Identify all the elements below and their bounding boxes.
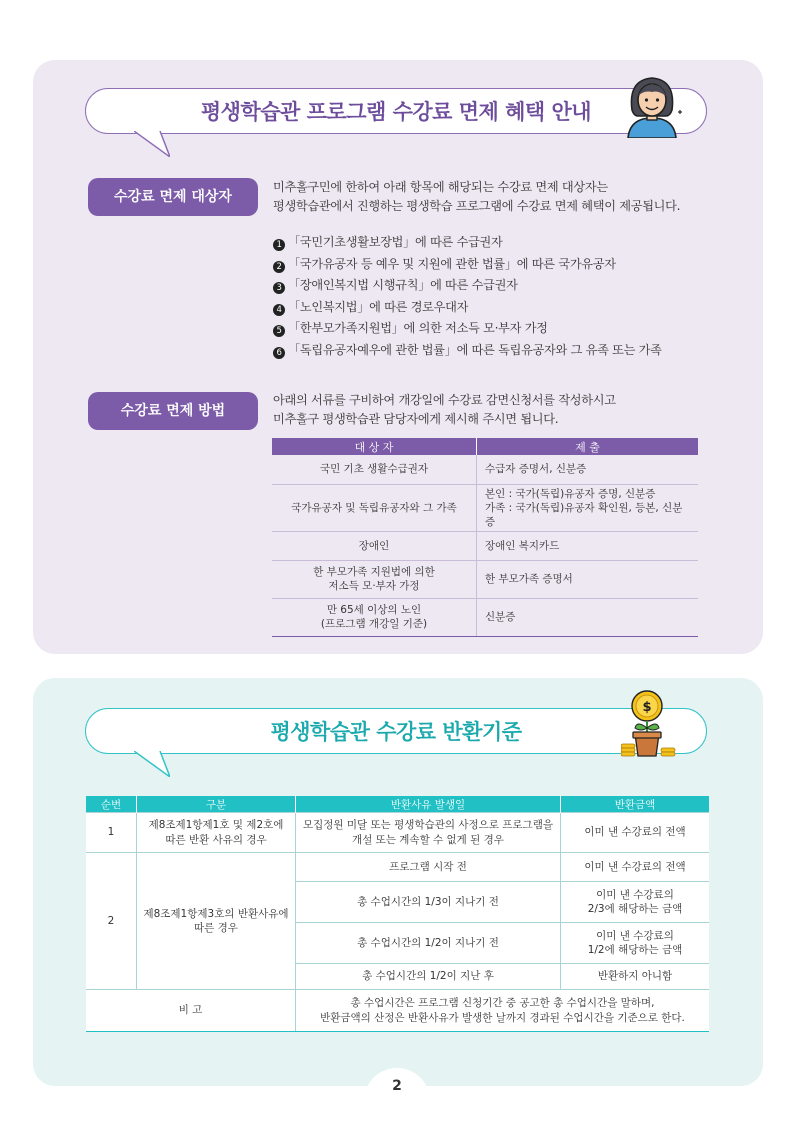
cell-text: 모집정원 미달 또는 평생학습관의 사정으로 프로그램을 [303,819,553,831]
cell-text: 가족 : 국가(독립)유공자 확인원, 등본, 신분증 [485,501,683,528]
intro-line: 평생학습관에서 진행하는 평생학습 프로그램에 수강료 면제 혜택이 제공됩니다. [273,199,681,213]
table-cell [561,882,710,923]
table-cell: 이미 낸 수강료의 전액 [561,813,710,853]
list-item-text: 「장애인복지법 시행규칙」에 따른 수급권자 [288,278,518,292]
page-number: 2 [364,1068,430,1108]
cell-text: 1/2에 해당하는 금액 [587,944,683,956]
table-cell: 2 [86,853,137,990]
title-speech-bubble [85,708,707,754]
table-row [272,531,698,560]
table-cell [477,484,699,531]
table-row [272,598,698,636]
cell-text: 한 부모가족 증명서 [485,573,573,585]
number-badge: 6 [273,347,285,359]
table-cell: 반환하지 아니함 [561,964,710,990]
number-badge: 5 [273,325,285,337]
intro-line: 미추홀구 평생학습관 담당자에게 제시해 주시면 됩니다. [273,412,559,426]
table-header-row [272,438,698,455]
table-header-row [86,796,709,813]
table-cell [272,455,477,484]
table-cell [137,813,296,853]
money-plant-icon [621,684,681,764]
cell-text: 이미 낸 수강료의 [596,929,674,942]
list-item [273,340,662,362]
method-intro [273,391,616,429]
table-row [272,455,698,484]
cell-text: 장애인 복지카드 [485,539,560,552]
column-header: 대 상 자 [272,438,477,455]
eligibility-list [273,232,662,361]
required-documents-table [272,438,698,637]
column-header: 반환사유 발생일 [296,796,561,813]
table-row [86,853,709,882]
table-cell: 이미 낸 수강료의 전액 [561,853,710,882]
fee-exemption-panel [33,60,763,654]
table-row [272,560,698,598]
table-cell [272,484,477,531]
list-item [273,318,662,340]
number-badge: 4 [273,304,285,316]
cell-text: 2/3에 해당하는 금액 [587,903,683,915]
cell-text: 국가유공자 및 독립유공자와 그 가족 [291,501,457,514]
column-header: 반환금액 [561,796,710,813]
list-item-text: 「한부모가족지원법」에 의한 저소득 모·부자 가정 [288,321,548,335]
cell-text: (프로그램 개강일 기준) [320,618,428,630]
table-cell [272,560,477,598]
cell-text: 수급자 증명서, 신분증 [485,463,587,476]
table-cell [296,990,710,1032]
list-item [273,297,662,319]
cell-text: 만 65세 이상의 노인 [326,604,422,616]
number-badge: 2 [273,261,285,273]
number-badge: 1 [273,239,285,251]
cell-text: 제8조제1항제3호의 반환사유에 [143,907,289,920]
list-item [273,254,662,276]
table-cell: 1 [86,813,137,853]
cell-text: 신분증 [485,611,516,623]
cell-text: 총 수업시간은 프로그램 신청기간 중 공고한 총 수업시간을 말하며, [350,997,655,1009]
list-item [273,275,662,297]
list-item [273,232,662,254]
title-speech-bubble [85,88,707,134]
cell-text: 반환금액의 산정은 반환사유가 발생한 날까지 경과된 수업시간을 기준으로 한다. [320,1011,685,1024]
table-cell [477,455,699,484]
coin-symbol: $ [642,700,652,715]
cell-text: 따른 반환 사유의 경우 [165,833,267,846]
intro-line: 아래의 서류를 구비하여 개강일에 수강료 감면신청서를 작성하시고 [273,393,616,407]
table-cell: 비 고 [86,990,296,1032]
exemption-method-label: 수강료 면제 방법 [88,392,258,430]
cell-text: 제8조제1항제1호 및 제2호에 [148,819,284,831]
list-item-text: 「국가유공자 등 예우 및 지원에 관한 법률」에 따른 국가유공자 [288,256,616,271]
table-row [86,813,709,853]
woman-avatar-icon [618,72,684,138]
exemption-target-label: 수강료 면제 대상자 [88,178,258,216]
table-cell [296,813,561,853]
table-cell [137,853,296,990]
table-cell: 총 수업시간의 1/3이 지나기 전 [296,882,561,923]
cell-text: 장애인 [358,539,390,552]
section-title: 평생학습관 프로그램 수강료 면제 혜택 안내 [200,100,592,124]
cell-text: 따른 경우 [194,922,238,934]
column-header: 제 출 [477,438,699,455]
table-row [272,484,698,531]
table-cell: 총 수업시간의 1/2이 지나기 전 [296,923,561,964]
table-cell: 프로그램 시작 전 [296,853,561,882]
section-title: 평생학습관 수강료 반환기준 [270,720,522,744]
refund-criteria-table [86,796,709,1032]
list-item-text: 「국민기초생활보장법」에 따른 수급권자 [288,235,503,249]
table-cell [477,531,699,560]
column-header: 순번 [86,796,137,813]
target-intro [273,178,680,216]
table-row [86,990,709,1032]
list-item-text: 「노인복지법」에 따른 경로우대자 [288,299,469,314]
cell-text: 국민 기초 생활수급권자 [319,463,429,476]
table-cell [477,598,699,636]
cell-text: 본인 : 국가(독립)유공자 증명, 신분증 [485,487,656,500]
cell-text: 저소득 모·부자 가정 [328,580,420,592]
cell-text: 이미 낸 수강료의 [596,888,674,901]
table-cell [272,598,477,636]
list-item-text: 「독립유공자예우에 관한 법률」에 따른 독립유공자와 그 유족 또는 가족 [288,342,662,357]
table-cell [561,923,710,964]
intro-line: 미추홀구민에 한하여 아래 항목에 해당되는 수강료 면제 대상자는 [273,180,608,194]
table-cell [272,531,477,560]
cell-text: 한 부모가족 지원법에 의한 [313,566,435,578]
number-badge: 3 [273,282,285,294]
refund-policy-panel [33,678,763,1086]
table-cell [477,560,699,598]
column-header: 구분 [137,796,296,813]
table-cell: 총 수업시간의 1/2이 지난 후 [296,964,561,990]
cell-text: 개설 또는 계속할 수 없게 된 경우 [352,833,504,846]
